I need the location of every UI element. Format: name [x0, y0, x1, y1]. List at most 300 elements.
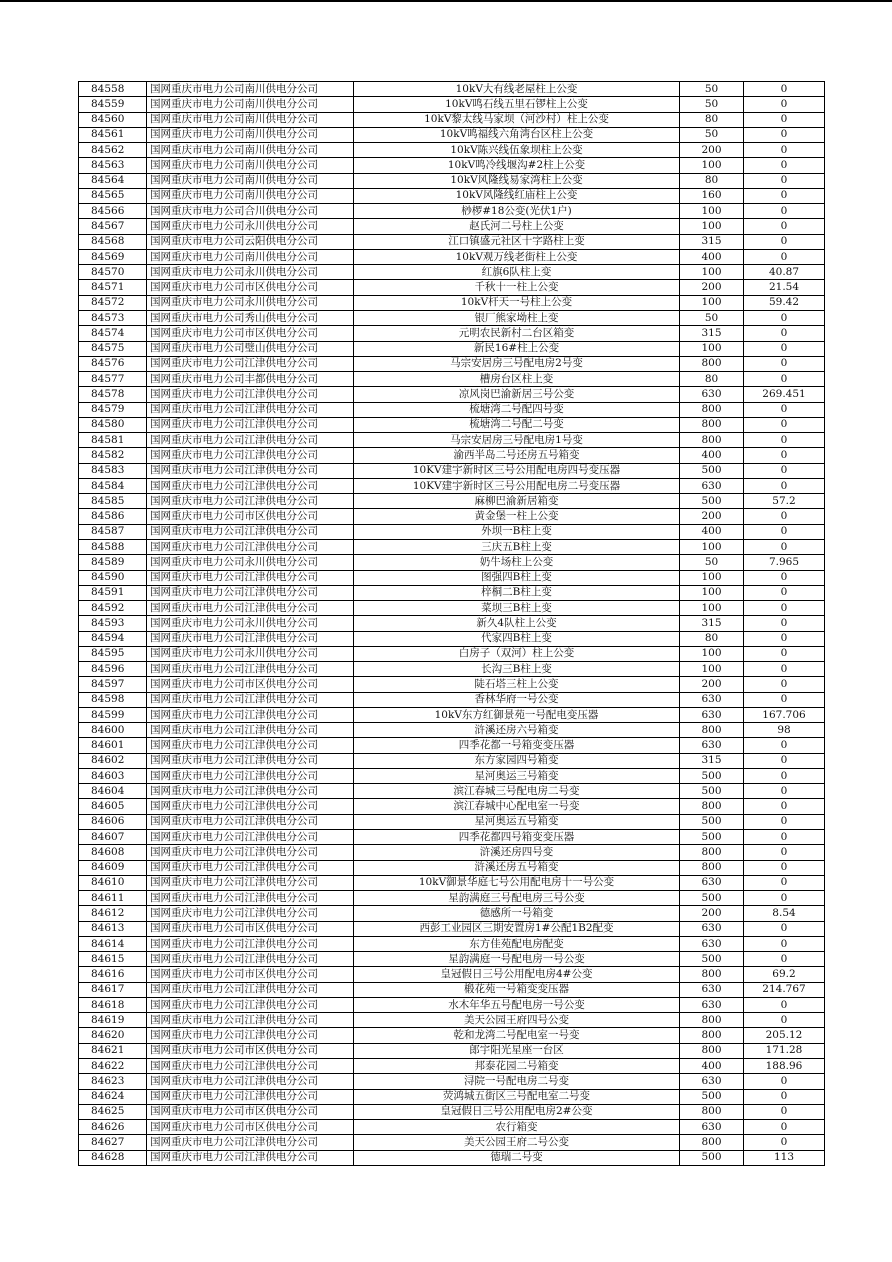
company-name-cell: 国网重庆市电力公司江津供电分公司 [147, 936, 354, 951]
row-id-cell: 84627 [79, 1135, 147, 1150]
value-cell: 0 [744, 891, 825, 906]
company-name-cell: 国网重庆市电力公司江津供电分公司 [147, 1089, 354, 1104]
value-cell: 0 [744, 997, 825, 1012]
capacity-cell: 100 [680, 219, 744, 234]
row-id-cell: 84626 [79, 1120, 147, 1135]
capacity-cell: 100 [680, 265, 744, 280]
company-name-cell: 国网重庆市电力公司南川供电分公司 [147, 127, 354, 142]
capacity-cell: 200 [680, 280, 744, 295]
table-row [79, 1089, 825, 1104]
row-id-cell: 84605 [79, 799, 147, 814]
company-name-cell: 国网重庆市电力公司市区供电分公司 [147, 1120, 354, 1135]
capacity-cell: 800 [680, 402, 744, 417]
value-cell: 0 [744, 799, 825, 814]
transformer-name-cell: 美天公园王府四号公变 [354, 1013, 680, 1028]
transformer-name-cell: 10kV鸣石线五里石锣柱上公变 [354, 97, 680, 112]
table-row [79, 891, 825, 906]
transformer-name-cell: 水木年华五号配电房一号公变 [354, 997, 680, 1012]
company-name-cell: 国网重庆市电力公司南川供电分公司 [147, 158, 354, 173]
value-cell: 0 [744, 463, 825, 478]
company-name-cell: 国网重庆市电力公司南川供电分公司 [147, 112, 354, 127]
capacity-cell: 500 [680, 830, 744, 845]
value-cell: 269.451 [744, 387, 825, 402]
table-row [79, 1028, 825, 1043]
company-name-cell: 国网重庆市电力公司江津供电分公司 [147, 570, 354, 585]
company-name-cell: 国网重庆市电力公司江津供电分公司 [147, 402, 354, 417]
table-row [79, 952, 825, 967]
row-id-cell: 84562 [79, 143, 147, 158]
company-name-cell: 国网重庆市电力公司市区供电分公司 [147, 967, 354, 982]
table-row [79, 326, 825, 341]
company-name-cell: 国网重庆市电力公司江津供电分公司 [147, 738, 354, 753]
transformer-name-cell: 黄金堡一柱上公变 [354, 509, 680, 524]
transformer-name-cell: 滨江春城中心配电室一号变 [354, 799, 680, 814]
company-name-cell: 国网重庆市电力公司江津供电分公司 [147, 891, 354, 906]
company-name-cell: 国网重庆市电力公司江津供电分公司 [147, 830, 354, 845]
transformer-name-cell: 赵氏河二号柱上公变 [354, 219, 680, 234]
table-row [79, 753, 825, 768]
value-cell: 98 [744, 723, 825, 738]
row-id-cell: 84619 [79, 1013, 147, 1028]
table-row [79, 845, 825, 860]
capacity-cell: 80 [680, 173, 744, 188]
transformer-name-cell: 奶牛场柱上公变 [354, 555, 680, 570]
row-id-cell: 84604 [79, 784, 147, 799]
value-cell: 0 [744, 814, 825, 829]
capacity-cell: 200 [680, 143, 744, 158]
table-row [79, 524, 825, 539]
capacity-cell: 800 [680, 1104, 744, 1119]
table-row [79, 143, 825, 158]
value-cell: 0 [744, 417, 825, 432]
value-cell: 0 [744, 768, 825, 783]
table-row [79, 219, 825, 234]
transformer-name-cell: 星韵满庭三号配电房三号公变 [354, 891, 680, 906]
capacity-cell: 500 [680, 463, 744, 478]
transformer-name-cell: 10kV东方红御景苑一号配电变压器 [354, 707, 680, 722]
row-id-cell: 84580 [79, 417, 147, 432]
transformer-name-cell: 桫椤#18公变(光伏1户) [354, 204, 680, 219]
value-cell: 0 [744, 952, 825, 967]
company-name-cell: 国网重庆市电力公司璧山供电分公司 [147, 341, 354, 356]
table-row [79, 539, 825, 554]
company-name-cell: 国网重庆市电力公司市区供电分公司 [147, 1043, 354, 1058]
row-id-cell: 84566 [79, 204, 147, 219]
capacity-cell: 100 [680, 585, 744, 600]
row-id-cell: 84600 [79, 723, 147, 738]
transformer-name-cell: 西彭工业园区三期安置房1#公配1B2配变 [354, 921, 680, 936]
capacity-cell: 800 [680, 356, 744, 371]
capacity-cell: 100 [680, 204, 744, 219]
value-cell: 188.96 [744, 1059, 825, 1074]
transformer-name-cell: 10kV观万线老街柱上公变 [354, 249, 680, 264]
value-cell: 0 [744, 127, 825, 142]
capacity-cell: 400 [680, 249, 744, 264]
capacity-cell: 630 [680, 1074, 744, 1089]
transformer-name-cell: 长沟三B柱上变 [354, 662, 680, 677]
capacity-cell: 800 [680, 723, 744, 738]
transformer-name-cell: 梓桐二B柱上变 [354, 585, 680, 600]
value-cell: 59.42 [744, 295, 825, 310]
value-cell: 167.706 [744, 707, 825, 722]
row-id-cell: 84613 [79, 921, 147, 936]
table-body [79, 82, 825, 1166]
table-row [79, 356, 825, 371]
row-id-cell: 84587 [79, 524, 147, 539]
table-row [79, 1059, 825, 1074]
capacity-cell: 315 [680, 234, 744, 249]
capacity-cell: 630 [680, 921, 744, 936]
capacity-cell: 50 [680, 310, 744, 325]
row-id-cell: 84570 [79, 265, 147, 280]
value-cell: 0 [744, 173, 825, 188]
row-id-cell: 84573 [79, 310, 147, 325]
company-name-cell: 国网重庆市电力公司市区供电分公司 [147, 677, 354, 692]
row-id-cell: 84579 [79, 402, 147, 417]
row-id-cell: 84594 [79, 631, 147, 646]
table-row [79, 799, 825, 814]
table-row [79, 1013, 825, 1028]
value-cell: 0 [744, 585, 825, 600]
capacity-cell: 800 [680, 967, 744, 982]
row-id-cell: 84625 [79, 1104, 147, 1119]
company-name-cell: 国网重庆市电力公司江津供电分公司 [147, 494, 354, 509]
value-cell: 21.54 [744, 280, 825, 295]
row-id-cell: 84586 [79, 509, 147, 524]
table-row [79, 158, 825, 173]
company-name-cell: 国网重庆市电力公司江津供电分公司 [147, 478, 354, 493]
value-cell: 0 [744, 1013, 825, 1028]
transformer-name-cell: 10KV建宇新时区三号公用配电房二号变压器 [354, 478, 680, 493]
transformer-name-cell: 凉风岗巴渝新居三号公变 [354, 387, 680, 402]
table-row [79, 448, 825, 463]
company-name-cell: 国网重庆市电力公司江津供电分公司 [147, 1074, 354, 1089]
capacity-cell: 100 [680, 158, 744, 173]
table-row [79, 97, 825, 112]
transformer-name-cell: 星河奥运五号箱变 [354, 814, 680, 829]
row-id-cell: 84611 [79, 891, 147, 906]
company-name-cell: 国网重庆市电力公司南川供电分公司 [147, 188, 354, 203]
table-row [79, 967, 825, 982]
row-id-cell: 84565 [79, 188, 147, 203]
value-cell: 57.2 [744, 494, 825, 509]
table-row [79, 204, 825, 219]
table-row [79, 280, 825, 295]
value-cell: 0 [744, 433, 825, 448]
row-id-cell: 84593 [79, 616, 147, 631]
company-name-cell: 国网重庆市电力公司江津供电分公司 [147, 814, 354, 829]
transformer-name-cell: 元明农民新村二台区箱变 [354, 326, 680, 341]
row-id-cell: 84618 [79, 997, 147, 1012]
company-name-cell: 国网重庆市电力公司市区供电分公司 [147, 326, 354, 341]
capacity-cell: 630 [680, 997, 744, 1012]
row-id-cell: 84621 [79, 1043, 147, 1058]
capacity-cell: 200 [680, 509, 744, 524]
company-name-cell: 国网重庆市电力公司市区供电分公司 [147, 509, 354, 524]
value-cell: 0 [744, 936, 825, 951]
row-id-cell: 84608 [79, 845, 147, 860]
value-cell: 0 [744, 249, 825, 264]
company-name-cell: 国网重庆市电力公司江津供电分公司 [147, 753, 354, 768]
table-row [79, 295, 825, 310]
row-id-cell: 84591 [79, 585, 147, 600]
capacity-cell: 50 [680, 555, 744, 570]
table-row [79, 936, 825, 951]
value-cell: 0 [744, 1104, 825, 1119]
capacity-cell: 500 [680, 1089, 744, 1104]
row-id-cell: 84602 [79, 753, 147, 768]
capacity-cell: 630 [680, 738, 744, 753]
company-name-cell: 国网重庆市电力公司江津供电分公司 [147, 417, 354, 432]
value-cell: 0 [744, 372, 825, 387]
capacity-cell: 200 [680, 906, 744, 921]
table-row [79, 402, 825, 417]
value-cell: 0 [744, 356, 825, 371]
company-name-cell: 国网重庆市电力公司市区供电分公司 [147, 1104, 354, 1119]
row-id-cell: 84588 [79, 539, 147, 554]
capacity-cell: 80 [680, 631, 744, 646]
transformer-name-cell: 星韵满庭一号配电房一号公变 [354, 952, 680, 967]
value-cell: 0 [744, 158, 825, 173]
company-name-cell: 国网重庆市电力公司江津供电分公司 [147, 845, 354, 860]
value-cell: 0 [744, 570, 825, 585]
capacity-cell: 100 [680, 570, 744, 585]
value-cell: 0 [744, 921, 825, 936]
transformer-name-cell: 美天公园王府二号公变 [354, 1135, 680, 1150]
company-name-cell: 国网重庆市电力公司永川供电分公司 [147, 295, 354, 310]
table-row [79, 601, 825, 616]
capacity-cell: 200 [680, 677, 744, 692]
value-cell: 0 [744, 830, 825, 845]
row-id-cell: 84559 [79, 97, 147, 112]
table-row [79, 1120, 825, 1135]
company-name-cell: 国网重庆市电力公司江津供电分公司 [147, 387, 354, 402]
table-row [79, 738, 825, 753]
capacity-cell: 500 [680, 1150, 744, 1165]
capacity-cell: 315 [680, 753, 744, 768]
company-name-cell: 国网重庆市电力公司永川供电分公司 [147, 616, 354, 631]
table-row [79, 1074, 825, 1089]
capacity-cell: 630 [680, 875, 744, 890]
table-row [79, 982, 825, 997]
row-id-cell: 84617 [79, 982, 147, 997]
table-row [79, 1104, 825, 1119]
table-row [79, 372, 825, 387]
company-name-cell: 国网重庆市电力公司永川供电分公司 [147, 646, 354, 661]
company-name-cell: 国网重庆市电力公司永川供电分公司 [147, 555, 354, 570]
capacity-cell: 50 [680, 97, 744, 112]
value-cell: 0 [744, 753, 825, 768]
capacity-cell: 500 [680, 891, 744, 906]
value-cell: 0 [744, 601, 825, 616]
transformer-table [78, 81, 825, 1166]
transformer-name-cell: 代家四B柱上变 [354, 631, 680, 646]
value-cell: 0 [744, 82, 825, 97]
capacity-cell: 500 [680, 494, 744, 509]
table-row [79, 1150, 825, 1165]
company-name-cell: 国网重庆市电力公司永川供电分公司 [147, 219, 354, 234]
row-id-cell: 84614 [79, 936, 147, 951]
row-id-cell: 84576 [79, 356, 147, 371]
row-id-cell: 84606 [79, 814, 147, 829]
table-row [79, 662, 825, 677]
value-cell: 0 [744, 631, 825, 646]
row-id-cell: 84610 [79, 875, 147, 890]
transformer-name-cell: 10kV御景华庭七号公用配电房十一号公变 [354, 875, 680, 890]
value-cell: 0 [744, 646, 825, 661]
company-name-cell: 国网重庆市电力公司江津供电分公司 [147, 356, 354, 371]
company-name-cell: 国网重庆市电力公司市区供电分公司 [147, 280, 354, 295]
company-name-cell: 国网重庆市电力公司江津供电分公司 [147, 1013, 354, 1028]
value-cell: 171.28 [744, 1043, 825, 1058]
transformer-name-cell: 马宗安居房三号配电房2号变 [354, 356, 680, 371]
capacity-cell: 800 [680, 845, 744, 860]
value-cell: 0 [744, 478, 825, 493]
row-id-cell: 84598 [79, 692, 147, 707]
table-row [79, 478, 825, 493]
value-cell: 0 [744, 860, 825, 875]
company-name-cell: 国网重庆市电力公司永川供电分公司 [147, 265, 354, 280]
table-row [79, 997, 825, 1012]
company-name-cell: 国网重庆市电力公司云阳供电分公司 [147, 234, 354, 249]
table-row [79, 631, 825, 646]
transformer-name-cell: 三庆五B柱上变 [354, 539, 680, 554]
row-id-cell: 84572 [79, 295, 147, 310]
transformer-name-cell: 10kV黎太线马家坝（河沙村）柱上公变 [354, 112, 680, 127]
transformer-name-cell: 皇冠假日三号公用配电房4#公变 [354, 967, 680, 982]
transformer-name-cell: 星河奥运三号箱变 [354, 768, 680, 783]
company-name-cell: 国网重庆市电力公司江津供电分公司 [147, 1150, 354, 1165]
table-row [79, 646, 825, 661]
company-name-cell: 国网重庆市电力公司江津供电分公司 [147, 585, 354, 600]
table-row [79, 509, 825, 524]
capacity-cell: 100 [680, 341, 744, 356]
capacity-cell: 630 [680, 936, 744, 951]
transformer-name-cell: 10kV风隆线易家湾柱上公变 [354, 173, 680, 188]
company-name-cell: 国网重庆市电力公司江津供电分公司 [147, 539, 354, 554]
transformer-name-cell: 东方佳苑配电房配变 [354, 936, 680, 951]
row-id-cell: 84581 [79, 433, 147, 448]
row-id-cell: 84599 [79, 707, 147, 722]
company-name-cell: 国网重庆市电力公司江津供电分公司 [147, 524, 354, 539]
table-row [79, 310, 825, 325]
capacity-cell: 100 [680, 539, 744, 554]
transformer-name-cell: 10kV陈兴线伍象坝柱上公变 [354, 143, 680, 158]
transformer-name-cell: 浒溪还房六号箱变 [354, 723, 680, 738]
row-id-cell: 84607 [79, 830, 147, 845]
capacity-cell: 400 [680, 448, 744, 463]
value-cell: 0 [744, 662, 825, 677]
value-cell: 8.54 [744, 906, 825, 921]
capacity-cell: 800 [680, 1028, 744, 1043]
capacity-cell: 630 [680, 692, 744, 707]
company-name-cell: 国网重庆市电力公司江津供电分公司 [147, 1135, 354, 1150]
transformer-name-cell: 渝西半岛二号还房五号箱变 [354, 448, 680, 463]
transformer-name-cell: 郎宇阳光星座一台区 [354, 1043, 680, 1058]
capacity-cell: 800 [680, 799, 744, 814]
transformer-name-cell: 浔院一号配电房二号变 [354, 1074, 680, 1089]
company-name-cell: 国网重庆市电力公司江津供电分公司 [147, 860, 354, 875]
row-id-cell: 84558 [79, 82, 147, 97]
table-row [79, 127, 825, 142]
capacity-cell: 800 [680, 1043, 744, 1058]
value-cell: 0 [744, 1135, 825, 1150]
capacity-cell: 80 [680, 112, 744, 127]
value-cell: 0 [744, 875, 825, 890]
table-row [79, 784, 825, 799]
transformer-name-cell: 图强四B柱上变 [354, 570, 680, 585]
transformer-name-cell: 红旗6队柱上变 [354, 265, 680, 280]
transformer-name-cell: 菜坝三B柱上变 [354, 601, 680, 616]
transformer-name-cell: 椴花苑一号箱变变压器 [354, 982, 680, 997]
table-row [79, 921, 825, 936]
company-name-cell: 国网重庆市电力公司南川供电分公司 [147, 143, 354, 158]
value-cell: 40.87 [744, 265, 825, 280]
transformer-name-cell: 新民16#柱上公变 [354, 341, 680, 356]
row-id-cell: 84616 [79, 967, 147, 982]
value-cell: 0 [744, 112, 825, 127]
company-name-cell: 国网重庆市电力公司江津供电分公司 [147, 448, 354, 463]
table-row [79, 616, 825, 631]
value-cell: 0 [744, 341, 825, 356]
value-cell: 7.965 [744, 555, 825, 570]
company-name-cell: 国网重庆市电力公司江津供电分公司 [147, 906, 354, 921]
value-cell: 69.2 [744, 967, 825, 982]
company-name-cell: 国网重庆市电力公司江津供电分公司 [147, 463, 354, 478]
company-name-cell: 国网重庆市电力公司南川供电分公司 [147, 173, 354, 188]
value-cell: 0 [744, 784, 825, 799]
table-row [79, 1135, 825, 1150]
capacity-cell: 800 [680, 860, 744, 875]
table-row [79, 830, 825, 845]
transformer-name-cell: 德感所一号箱变 [354, 906, 680, 921]
table-row [79, 768, 825, 783]
value-cell: 0 [744, 509, 825, 524]
value-cell: 0 [744, 219, 825, 234]
table-row [79, 265, 825, 280]
company-name-cell: 国网重庆市电力公司江津供电分公司 [147, 692, 354, 707]
table-row [79, 433, 825, 448]
table-row [79, 112, 825, 127]
company-name-cell: 国网重庆市电力公司南川供电分公司 [147, 249, 354, 264]
capacity-cell: 315 [680, 616, 744, 631]
company-name-cell: 国网重庆市电力公司秀山供电分公司 [147, 310, 354, 325]
row-id-cell: 84584 [79, 478, 147, 493]
transformer-name-cell: 农行箱变 [354, 1120, 680, 1135]
company-name-cell: 国网重庆市电力公司江津供电分公司 [147, 784, 354, 799]
transformer-name-cell: 10kV大有线老屋柱上公变 [354, 82, 680, 97]
table-row [79, 585, 825, 600]
row-id-cell: 84628 [79, 1150, 147, 1165]
capacity-cell: 800 [680, 1135, 744, 1150]
transformer-name-cell: 荧鸿城五街区三号配电室二号变 [354, 1089, 680, 1104]
table-row [79, 234, 825, 249]
capacity-cell: 630 [680, 387, 744, 402]
company-name-cell: 国网重庆市电力公司江津供电分公司 [147, 1059, 354, 1074]
row-id-cell: 84597 [79, 677, 147, 692]
value-cell: 0 [744, 677, 825, 692]
value-cell: 0 [744, 524, 825, 539]
row-id-cell: 84590 [79, 570, 147, 585]
row-id-cell: 84578 [79, 387, 147, 402]
value-cell: 0 [744, 1120, 825, 1135]
row-id-cell: 84582 [79, 448, 147, 463]
company-name-cell: 国网重庆市电力公司江津供电分公司 [147, 875, 354, 890]
company-name-cell: 国网重庆市电力公司南川供电分公司 [147, 97, 354, 112]
capacity-cell: 80 [680, 372, 744, 387]
company-name-cell: 国网重庆市电力公司合川供电分公司 [147, 204, 354, 219]
row-id-cell: 84560 [79, 112, 147, 127]
